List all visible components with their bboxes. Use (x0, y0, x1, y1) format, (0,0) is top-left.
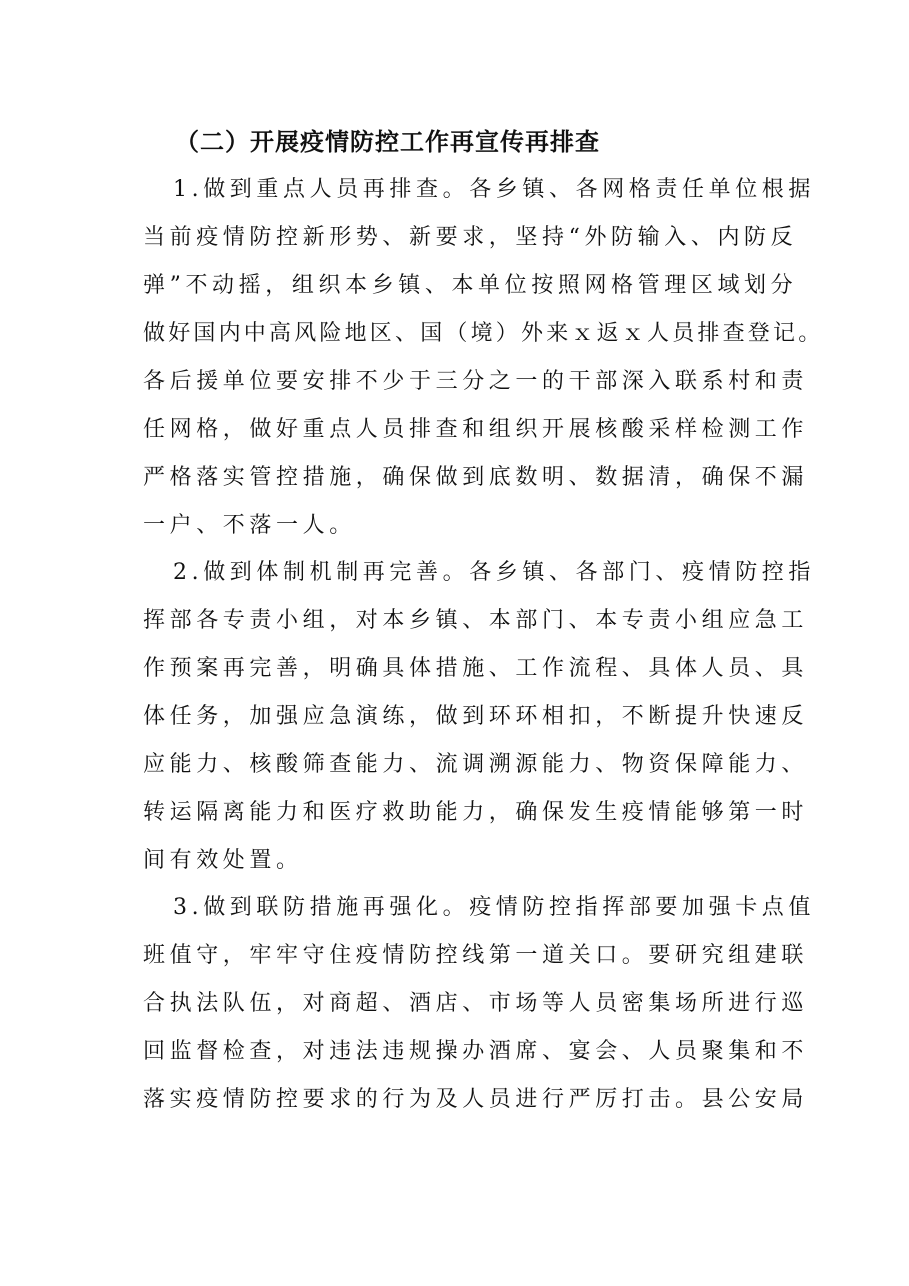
text-line: 弹”不动摇，组织本乡镇、本单位按照网格管理区域划分 (143, 273, 798, 298)
text-line: 作预案再完善，明确具体措施、工作流程、具体人员、具 (143, 656, 809, 681)
text-line: 一户、不落一人。 (143, 513, 356, 538)
paragraph-personnel-screening (143, 166, 823, 550)
text-line: 任网格，做好重点人员排查和组织开展核酸采样检测工作 (143, 417, 809, 442)
paragraph-mechanism-improvement (143, 549, 823, 885)
text-line: 合执法队伍，对商超、酒店、市场等人员密集场所进行巡 (143, 991, 809, 1016)
section-heading: （二）开展疫情防控工作再宣传再排查 (175, 127, 600, 156)
text-line: 回监督检查，对违法违规操办酒席、宴会、人员聚集和不 (143, 1039, 809, 1064)
text-line: 1.做到重点人员再排查。各乡镇、各网格责任单位根据 (173, 177, 815, 202)
text-line: 体任务，加强应急演练，做到环环相扣，不断提升快速反 (143, 704, 809, 729)
text-line: 间有效处置。 (143, 848, 303, 873)
text-line: 应能力、核酸筛查能力、流调溯源能力、物资保障能力、 (143, 752, 809, 777)
text-line: 2.做到体制机制再完善。各乡镇、各部门、疫情防控指 (173, 560, 815, 585)
text-line: 各后援单位要安排不少于三分之一的干部深入联系村和责 (143, 369, 809, 394)
text-line: 3.做到联防措施再强化。疫情防控指挥部要加强卡点值 (173, 895, 815, 920)
text-line: 转运隔离能力和医疗救助能力，确保发生疫情能够第一时 (143, 800, 809, 825)
text-line: 落实疫情防控要求的行为及人员进行严厉打击。县公安局 (143, 1087, 809, 1112)
text-line: 当前疫情防控新形势、新要求，坚持“外防输入、内防反 (143, 225, 798, 250)
text-line: 班值守，牢牢守住疫情防控线第一道关口。要研究组建联 (143, 943, 809, 968)
text-line: 严格落实管控措施，确保做到底数明、数据清，确保不漏 (143, 465, 809, 490)
text-line: 挥部各专责小组，对本乡镇、本部门、本专责小组应急工 (143, 608, 809, 633)
text-line: 做好国内中高风险地区、国（境）外来ｘ返ｘ人员排查登记。 (143, 321, 824, 346)
paragraph-joint-defense (143, 884, 823, 1124)
